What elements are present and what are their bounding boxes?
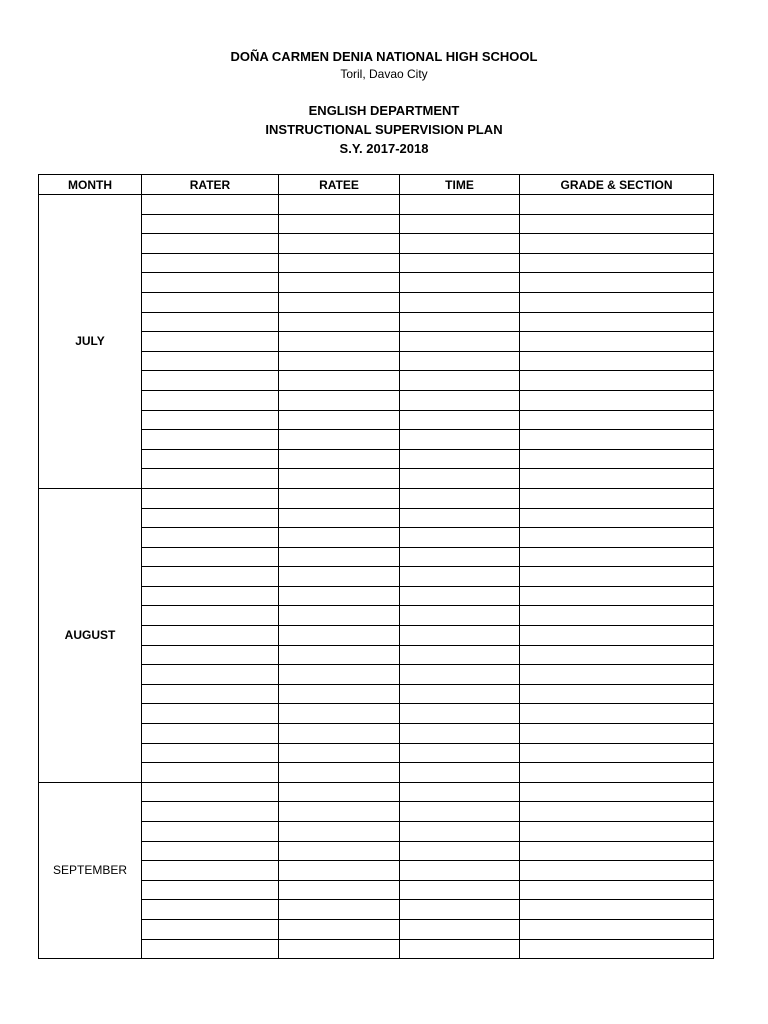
grade-section-cell — [520, 684, 714, 704]
column-header-ratee: RATEE — [279, 175, 400, 195]
ratee-cell — [279, 684, 400, 704]
rater-cell — [142, 528, 279, 548]
time-cell — [400, 488, 520, 508]
time-cell — [400, 547, 520, 567]
grade-section-cell — [520, 822, 714, 842]
rater-cell — [142, 743, 279, 763]
rater-cell — [142, 195, 279, 215]
grade-section-cell — [520, 312, 714, 332]
rater-cell — [142, 351, 279, 371]
table-row — [39, 488, 714, 508]
grade-section-cell — [520, 841, 714, 861]
grade-section-cell — [520, 606, 714, 626]
time-cell — [400, 645, 520, 665]
time-cell — [400, 900, 520, 920]
rater-cell — [142, 547, 279, 567]
table-body — [39, 195, 714, 959]
ratee-cell — [279, 410, 400, 430]
ratee-cell — [279, 645, 400, 665]
grade-section-cell — [520, 449, 714, 469]
time-cell — [400, 253, 520, 273]
grade-section-cell — [520, 488, 714, 508]
ratee-cell — [279, 665, 400, 685]
time-cell — [400, 919, 520, 939]
rater-cell — [142, 645, 279, 665]
ratee-cell — [279, 214, 400, 234]
grade-section-cell — [520, 567, 714, 587]
ratee-cell — [279, 626, 400, 646]
supervision-plan-table — [38, 174, 714, 959]
time-cell — [400, 273, 520, 293]
rater-cell — [142, 312, 279, 332]
ratee-cell — [279, 567, 400, 587]
grade-section-cell — [520, 332, 714, 352]
time-cell — [400, 312, 520, 332]
rater-cell — [142, 822, 279, 842]
time-cell — [400, 567, 520, 587]
time-cell — [400, 704, 520, 724]
time-cell — [400, 390, 520, 410]
rater-cell — [142, 586, 279, 606]
school-name: DOÑA CARMEN DENIA NATIONAL HIGH SCHOOL — [230, 49, 538, 64]
ratee-cell — [279, 332, 400, 352]
grade-section-cell — [520, 214, 714, 234]
rater-cell — [142, 371, 279, 391]
rater-cell — [142, 430, 279, 450]
ratee-cell — [279, 449, 400, 469]
rater-cell — [142, 410, 279, 430]
grade-section-cell — [520, 763, 714, 783]
ratee-cell — [279, 528, 400, 548]
grade-section-cell — [520, 919, 714, 939]
grade-section-cell — [520, 430, 714, 450]
rater-cell — [142, 880, 279, 900]
grade-section-cell — [520, 292, 714, 312]
department-title: ENGLISH DEPARTMENT — [308, 103, 460, 118]
month-cell-september: SEPTEMBER — [39, 782, 142, 958]
ratee-cell — [279, 763, 400, 783]
time-cell — [400, 351, 520, 371]
grade-section-cell — [520, 626, 714, 646]
rater-cell — [142, 253, 279, 273]
time-cell — [400, 724, 520, 744]
rater-cell — [142, 763, 279, 783]
grade-section-cell — [520, 547, 714, 567]
grade-section-cell — [520, 273, 714, 293]
rater-cell — [142, 234, 279, 254]
rater-cell — [142, 508, 279, 528]
ratee-cell — [279, 469, 400, 489]
ratee-cell — [279, 704, 400, 724]
time-cell — [400, 822, 520, 842]
time-cell — [400, 841, 520, 861]
table-row — [39, 195, 714, 215]
table-row — [39, 782, 714, 802]
time-cell — [400, 626, 520, 646]
time-cell — [400, 684, 520, 704]
time-cell — [400, 469, 520, 489]
ratee-cell — [279, 743, 400, 763]
rater-cell — [142, 567, 279, 587]
ratee-cell — [279, 273, 400, 293]
ratee-cell — [279, 195, 400, 215]
ratee-cell — [279, 939, 400, 959]
rater-cell — [142, 273, 279, 293]
grade-section-cell — [520, 195, 714, 215]
time-cell — [400, 292, 520, 312]
time-cell — [400, 332, 520, 352]
grade-section-cell — [520, 253, 714, 273]
time-cell — [400, 528, 520, 548]
rater-cell — [142, 626, 279, 646]
rater-cell — [142, 488, 279, 508]
column-header-rater: RATER — [142, 175, 279, 195]
time-cell — [400, 508, 520, 528]
rater-cell — [142, 841, 279, 861]
ratee-cell — [279, 292, 400, 312]
rater-cell — [142, 802, 279, 822]
time-cell — [400, 195, 520, 215]
ratee-cell — [279, 861, 400, 881]
rater-cell — [142, 724, 279, 744]
time-cell — [400, 371, 520, 391]
grade-section-cell — [520, 645, 714, 665]
rater-cell — [142, 939, 279, 959]
time-cell — [400, 743, 520, 763]
month-cell-august: AUGUST — [39, 488, 142, 782]
time-cell — [400, 763, 520, 783]
rater-cell — [142, 704, 279, 724]
ratee-cell — [279, 508, 400, 528]
column-header-grade-section: GRADE & SECTION — [520, 175, 714, 195]
time-cell — [400, 782, 520, 802]
time-cell — [400, 214, 520, 234]
rater-cell — [142, 449, 279, 469]
ratee-cell — [279, 547, 400, 567]
ratee-cell — [279, 312, 400, 332]
grade-section-cell — [520, 390, 714, 410]
time-cell — [400, 880, 520, 900]
rater-cell — [142, 332, 279, 352]
month-cell-july: JULY — [39, 195, 142, 489]
rater-cell — [142, 782, 279, 802]
grade-section-cell — [520, 528, 714, 548]
grade-section-cell — [520, 880, 714, 900]
grade-section-cell — [520, 351, 714, 371]
ratee-cell — [279, 586, 400, 606]
grade-section-cell — [520, 704, 714, 724]
rater-cell — [142, 390, 279, 410]
rater-cell — [142, 684, 279, 704]
ratee-cell — [279, 234, 400, 254]
ratee-cell — [279, 822, 400, 842]
table-header-row — [39, 175, 714, 195]
ratee-cell — [279, 782, 400, 802]
grade-section-cell — [520, 586, 714, 606]
ratee-cell — [279, 900, 400, 920]
ratee-cell — [279, 390, 400, 410]
rater-cell — [142, 214, 279, 234]
grade-section-cell — [520, 782, 714, 802]
ratee-cell — [279, 371, 400, 391]
ratee-cell — [279, 351, 400, 371]
time-cell — [400, 939, 520, 959]
school-address: Toril, Davao City — [340, 67, 428, 81]
time-cell — [400, 802, 520, 822]
ratee-cell — [279, 430, 400, 450]
ratee-cell — [279, 606, 400, 626]
rater-cell — [142, 292, 279, 312]
grade-section-cell — [520, 939, 714, 959]
school-year: S.Y. 2017-2018 — [339, 141, 429, 156]
time-cell — [400, 586, 520, 606]
time-cell — [400, 410, 520, 430]
grade-section-cell — [520, 743, 714, 763]
ratee-cell — [279, 841, 400, 861]
time-cell — [400, 606, 520, 626]
ratee-cell — [279, 919, 400, 939]
grade-section-cell — [520, 371, 714, 391]
rater-cell — [142, 469, 279, 489]
grade-section-cell — [520, 410, 714, 430]
ratee-cell — [279, 488, 400, 508]
grade-section-cell — [520, 861, 714, 881]
plan-title: INSTRUCTIONAL SUPERVISION PLAN — [265, 122, 503, 137]
rater-cell — [142, 861, 279, 881]
time-cell — [400, 449, 520, 469]
rater-cell — [142, 919, 279, 939]
grade-section-cell — [520, 724, 714, 744]
time-cell — [400, 430, 520, 450]
ratee-cell — [279, 724, 400, 744]
time-cell — [400, 665, 520, 685]
rater-cell — [142, 900, 279, 920]
column-header-time: TIME — [400, 175, 520, 195]
column-header-month: MONTH — [39, 175, 142, 195]
grade-section-cell — [520, 234, 714, 254]
rater-cell — [142, 665, 279, 685]
grade-section-cell — [520, 900, 714, 920]
ratee-cell — [279, 802, 400, 822]
time-cell — [400, 234, 520, 254]
grade-section-cell — [520, 508, 714, 528]
ratee-cell — [279, 253, 400, 273]
grade-section-cell — [520, 665, 714, 685]
grade-section-cell — [520, 469, 714, 489]
rater-cell — [142, 606, 279, 626]
ratee-cell — [279, 880, 400, 900]
grade-section-cell — [520, 802, 714, 822]
time-cell — [400, 861, 520, 881]
